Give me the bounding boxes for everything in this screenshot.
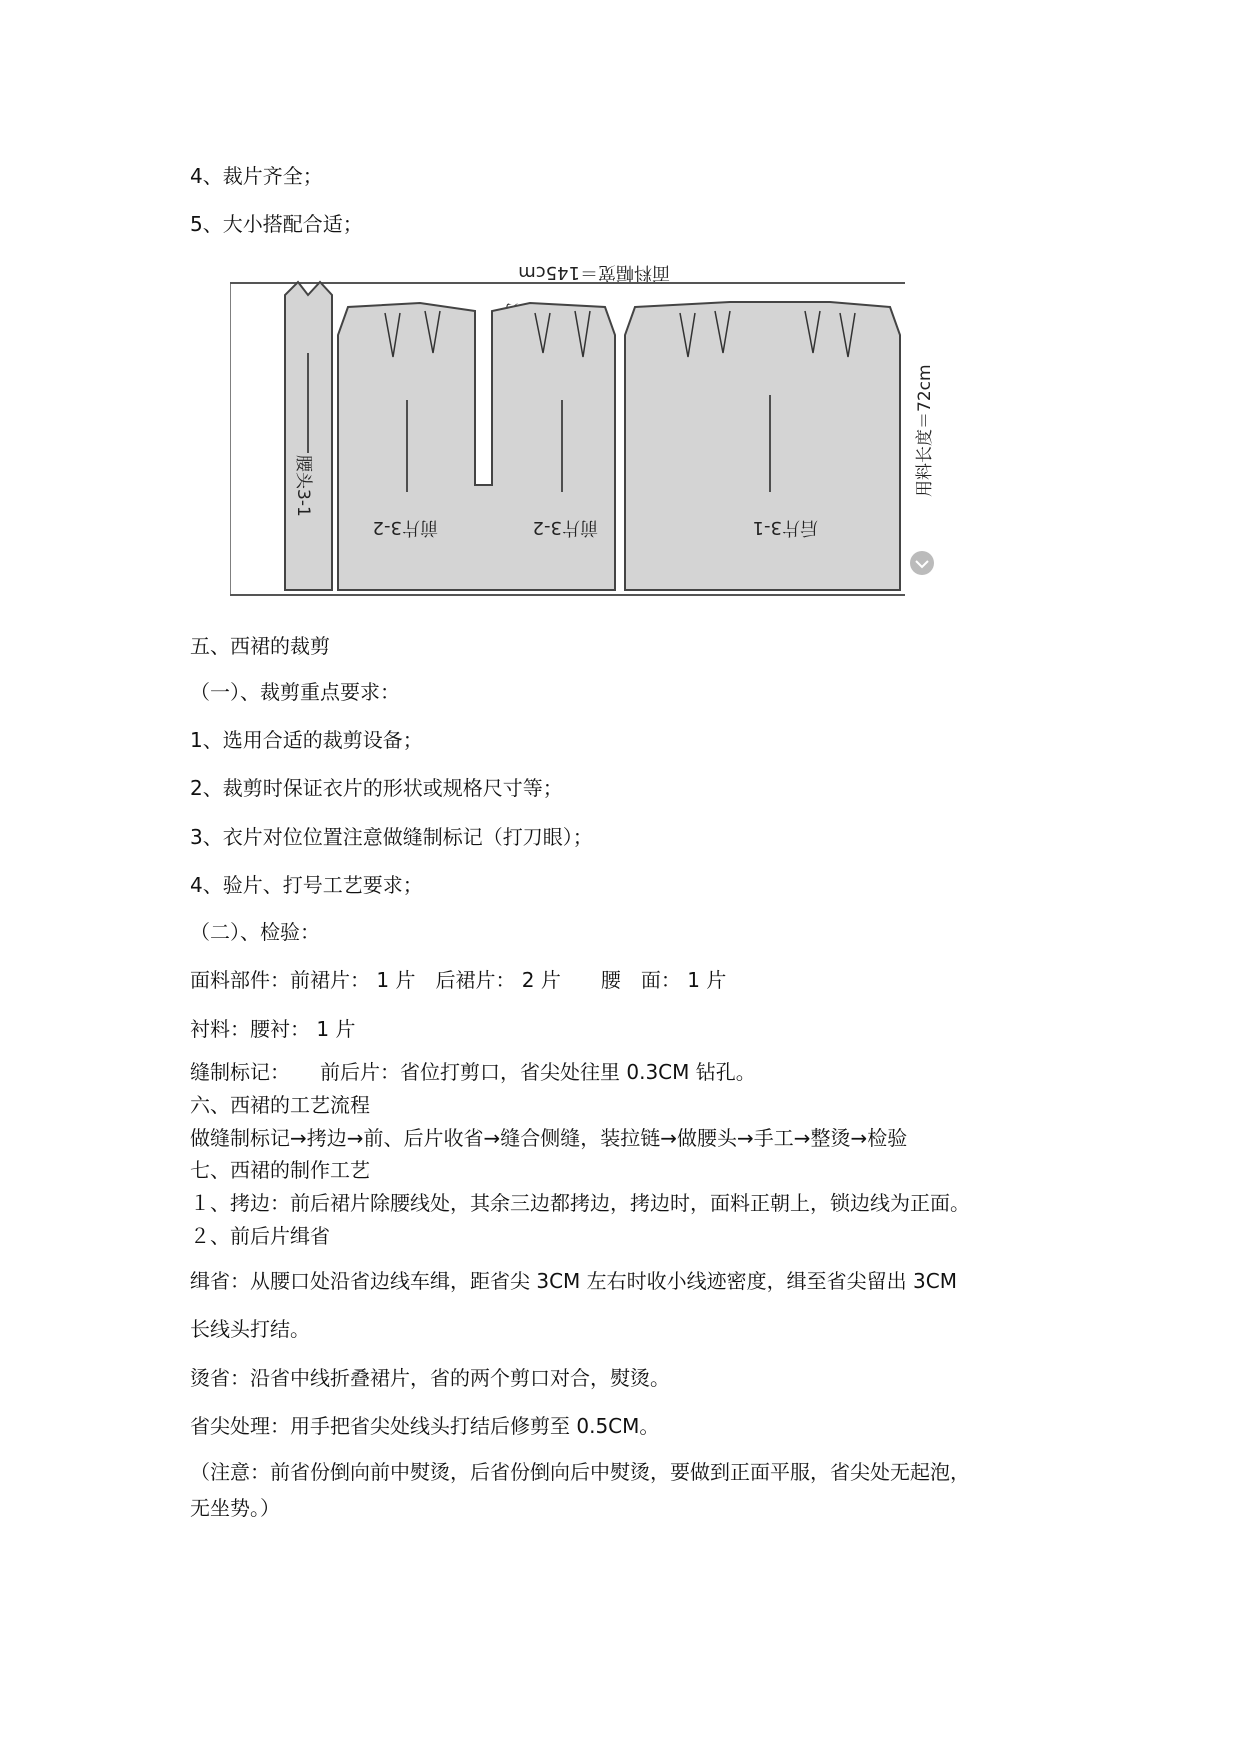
intro-item-5: 5、大小搭配合适； — [190, 212, 363, 236]
front-piece-left — [338, 303, 615, 590]
step-2: ２、前后片缉省 — [190, 1224, 330, 1248]
section7-title: 七、西裙的制作工艺 — [190, 1158, 370, 1182]
section6-title: 六、西裙的工艺流程 — [190, 1093, 370, 1117]
requirement-1: 1、选用合适的裁剪设备； — [190, 728, 423, 752]
step-1: １、拷边：前后裙片除腰线处，其余三边都拷边，拷边时，面料正朝上，锁边线为正面。 — [190, 1191, 970, 1215]
dart-sew-1: 缉省：从腰口处沿省边线车缉，距省尖 3CM 左右时收小线迹密度，缉至省尖留出 3CM — [190, 1269, 957, 1293]
process-flow: 做缝制标记→拷边→前、后片收省→缝合侧缝，装拉链→做腰头→手工→整烫→检验 — [190, 1126, 908, 1150]
dart-tip: 省尖处理：用手把省尖处线头打结后修剪至 0.5CM。 — [190, 1414, 660, 1438]
waistband-label: 腰头3-1 — [293, 455, 313, 517]
note-1: （注意：前省份倒向前中熨烫，后省份倒向后中熨烫，要做到正面平服，省尖处无起泡， — [190, 1460, 970, 1484]
cutting-layout-diagram — [230, 245, 950, 610]
section5-title: 五、西裙的裁剪 — [190, 634, 330, 658]
intro-item-4: 4、裁片齐全； — [190, 164, 323, 188]
dart-sew-2: 长线头打结。 — [190, 1317, 310, 1341]
scroll-badge-icon — [910, 551, 934, 575]
length-label: 用料长度＝72cm — [915, 364, 935, 497]
back-label: 后片3-1 — [752, 517, 818, 538]
note-2: 无坐势。） — [190, 1496, 280, 1520]
fabric-width-label: 面料幅宽＝145cm — [518, 262, 670, 283]
section5-sub2: （二）、检验： — [190, 920, 320, 944]
requirement-3: 3、衣片对位位置注意做缝制标记（打刀眼）； — [190, 825, 593, 849]
fabric-parts: 面料部件：前裙片： 1 片 后裙片： 2 片 腰 面： 1 片 — [190, 968, 727, 992]
cutting-layout-svg — [230, 245, 950, 610]
requirement-4: 4、验片、打号工艺要求； — [190, 873, 423, 897]
front-left-label: 前片3-2 — [372, 517, 438, 538]
sewing-mark: 缝制标记： 前后片：省位打剪口，省尖处往里 0.3CM 钻孔。 — [190, 1060, 756, 1084]
dart-iron: 烫省：沿省中线折叠裙片，省的两个剪口对合，熨烫。 — [190, 1366, 670, 1390]
lining: 衬料：腰衬： 1 片 — [190, 1017, 356, 1041]
section5-sub1: （一）、裁剪重点要求： — [190, 680, 400, 704]
front-right-label: 前片3-2 — [532, 517, 598, 538]
requirement-2: 2、裁剪时保证衣片的形状或规格尺寸等； — [190, 776, 563, 800]
back-piece — [625, 302, 900, 590]
